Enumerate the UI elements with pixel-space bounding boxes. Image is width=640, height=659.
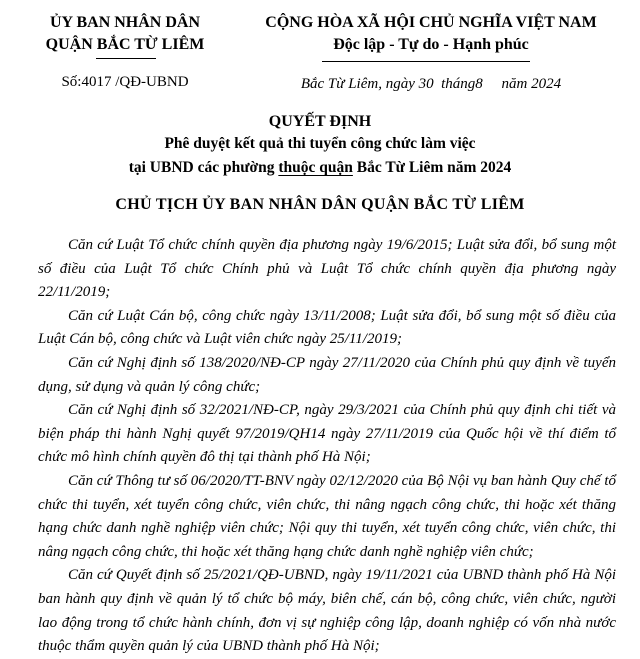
- legal-basis-paragraph: Căn cứ Quyết định số 25/2021/QĐ-UBND, ngày 19/11/2021 của UBND thành phố Hà Nội ban hành quy định về quản lý tổ chức bộ máy, biên chế, cán bộ, công chức, viên chức, người lao động trong tổ chức hành chính, đơn vị sự nghiệp công lập, doanh nghiệp có vốn nhà nước thuộc thẩm quyền quản lý của UBND thành phố Hà Nội;: [38, 567, 616, 655]
- document-number: Số:4017 /QĐ-UBND: [61, 74, 189, 90]
- subject-part-c: Bắc Từ Liêm năm 2024: [352, 159, 512, 176]
- legal-basis-paragraph: Căn cứ Nghị định số 32/2021/NĐ-CP, ngày 29/3/2021 của Chính phủ quy định chi tiết và biện pháp thi hành Nghị quyết 97/2019/QH14 ngày 27/11/2019 của Quốc hội về thí điểm tổ chức mô hình chính quyền đô thị tại thành phố Hà Nội;: [38, 402, 616, 466]
- issuing-authority: CHỦ TỊCH ỦY BAN NHÂN DÂN QUẬN BẮC TỪ LIÊM: [115, 196, 525, 213]
- national-motto: Độc lập - Tự do - Hạnh phúc: [333, 36, 529, 53]
- legal-basis-paragraph: Căn cứ Luật Tổ chức chính quyền địa phương ngày 19/6/2015; Luật sửa đổi, bổ sung một số điều của Luật Tổ chức Chính phủ và Luật Tổ chức chính quyền địa phương ngày 22/11/2019;: [38, 237, 616, 301]
- agency-name-line1: ỦY BAN NHÂN DÂN: [49, 14, 201, 31]
- agency-underline: [96, 58, 156, 59]
- document-type: QUYẾT ĐỊNH: [268, 113, 372, 130]
- motto-underline: [322, 61, 530, 62]
- legal-basis-paragraph: Căn cứ Luật Cán bộ, công chức ngày 13/11/2008; Luật sửa đổi, bổ sung một số điều của Luật Cán bộ, công chức và Luật viên chức ngày 25/11/2019;: [38, 307, 616, 348]
- subject-part-underlined: thuộc quận: [278, 159, 353, 176]
- agency-name-line2: QUẬN BẮC TỪ LIÊM: [45, 36, 205, 53]
- decision-title-block: [0, 112, 640, 180]
- place-and-date: Bắc Từ Liêm, ngày 30 tháng8 năm 2024: [300, 76, 562, 92]
- national-title: CỘNG HÒA XÃ HỘI CHỦ NGHĨA VIỆT NAM: [265, 14, 597, 31]
- document-subject-line1: Phê duyệt kết quả thi tuyển công chức làm việc: [164, 135, 476, 152]
- legal-basis-paragraph: Căn cứ Thông tư số 06/2020/TT-BNV ngày 02/12/2020 của Bộ Nội vụ ban hành Quy chế tổ chức thi tuyển, xét tuyển công chức, viên chức, thi nâng ngạch công chức, thi hoặc xét thăng hạng chức danh nghề nghiệp viên chức; Nội quy thi tuyển, xét tuyển công chức, viên chức, thi nâng ngạch công chức, thi hoặc xét thăng hạng chức danh nghề nghiệp viên chức;: [38, 472, 616, 560]
- document-header: [0, 6, 640, 98]
- subject-part-a: tại UBND các phường: [128, 159, 279, 176]
- legal-basis-section: [38, 234, 616, 659]
- legal-basis-paragraph: Căn cứ Nghị định số 138/2020/NĐ-CP ngày 27/11/2020 của Chính phủ quy định về tuyển dụng, sử dụng và quản lý công chức;: [38, 354, 616, 395]
- document-subject-line2: [0, 156, 640, 180]
